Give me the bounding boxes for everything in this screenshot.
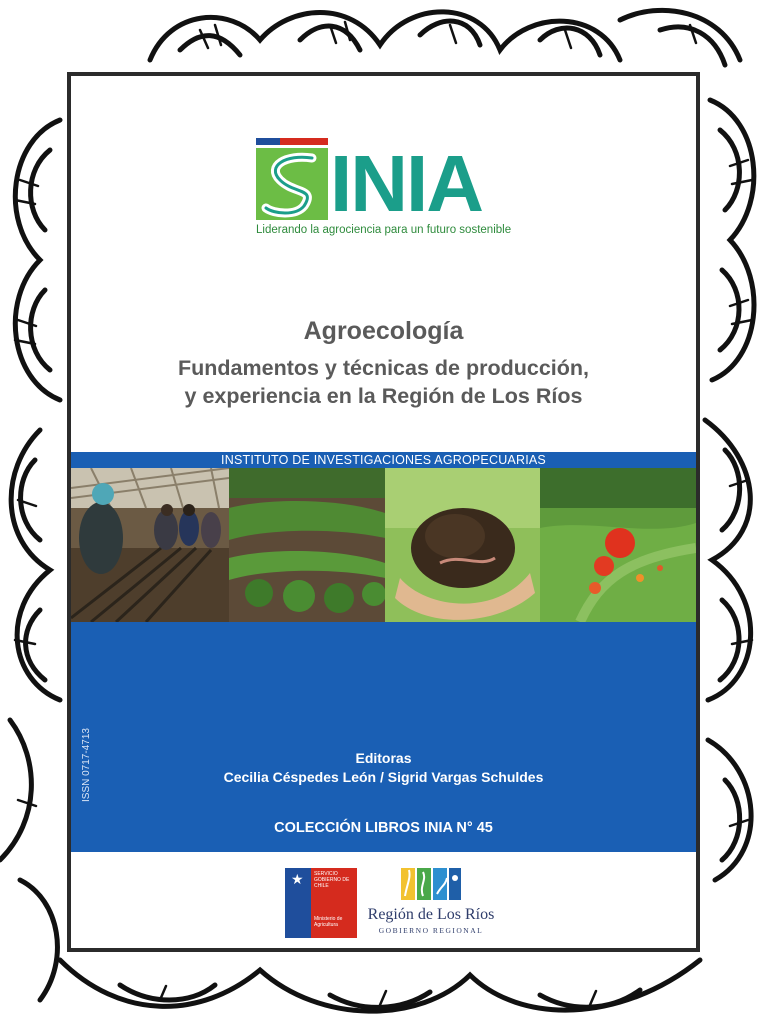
region-emblem-icon — [401, 866, 461, 902]
greenhouse-workers-photo — [71, 468, 229, 622]
chile-flag-stripe — [256, 138, 328, 145]
book-title: Agroecología — [303, 317, 464, 345]
book-title-block — [71, 316, 696, 410]
institute-band: INSTITUTO DE INVESTIGACIONES AGROPECUARIAS — [71, 452, 696, 468]
star-icon: ★ — [291, 871, 304, 887]
inia-logo — [256, 138, 516, 248]
inia-wordmark: INIA — [330, 139, 482, 228]
region-los-rios-logo — [367, 864, 495, 944]
ministry-logo-top-text: SERVICIO GOBIERNO DE CHILE — [314, 871, 350, 889]
photo-strip — [71, 468, 696, 622]
inia-s-mark-icon — [256, 148, 328, 220]
book-cover — [67, 72, 700, 952]
vegetable-crop-rows-photo — [229, 468, 385, 622]
region-name: Región de Los Ríos — [367, 906, 495, 923]
ministry-of-agriculture-logo — [285, 868, 357, 938]
book-subtitle — [71, 354, 696, 410]
collection-label: COLECCIÓN LIBROS INIA N° 45 — [274, 820, 493, 836]
red-poppy-field-photo — [540, 468, 696, 622]
editors-names: Cecilia Céspedes León / Sigrid Vargas Schuldes — [223, 769, 544, 785]
blue-info-panel — [71, 622, 696, 852]
issn-number: ISSN 0717-4713 — [81, 728, 92, 802]
book-subtitle-line-2: y experiencia en la Región de Los Ríos — [184, 384, 583, 408]
soil-in-hands-photo — [385, 468, 540, 622]
ministry-logo-bottom-text: Ministerio de Agricultura — [314, 916, 343, 928]
partner-logos — [71, 852, 696, 948]
region-government-label: GOBIERNO REGIONAL — [378, 926, 484, 935]
book-subtitle-line-1: Fundamentos y técnicas de producción, — [178, 356, 589, 380]
inia-tagline: Liderando la agrociencia para un futuro sostenible — [256, 224, 512, 236]
editors-label: Editoras — [355, 750, 412, 766]
